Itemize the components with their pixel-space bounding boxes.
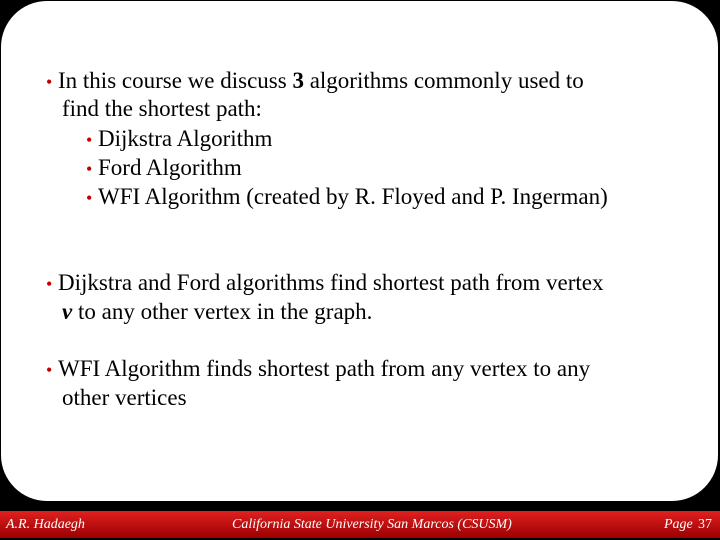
sub-item-label: Dijkstra Algorithm — [98, 126, 273, 151]
bullet-item-dijkstra-ford — [46, 269, 604, 298]
sub-item-wfi — [86, 183, 608, 212]
dijkstra-ford-text-line2 — [62, 298, 372, 326]
intro-text-pre: In this course we discuss — [58, 68, 293, 93]
intro-text-line2: find the shortest path: — [62, 96, 262, 121]
footer-page-number: 37 — [698, 517, 712, 532]
bullet-icon: • — [86, 188, 93, 208]
bullet-icon: • — [46, 274, 53, 294]
wfi-summary-text: WFI Algorithm finds shortest path from any vertex to any — [58, 356, 591, 381]
algorithm-count: 3 — [292, 68, 304, 93]
bullet-icon: • — [46, 72, 53, 92]
bullet-icon: • — [86, 159, 93, 179]
dijkstra-ford-text-rest: to any other vertex in the graph. — [72, 299, 373, 324]
intro-text-post: algorithms commonly used to — [303, 68, 584, 93]
sub-item-ford — [86, 154, 242, 183]
sub-item-dijkstra — [86, 125, 272, 154]
bullet-icon: • — [46, 360, 53, 380]
footer-author: A.R. Hadaegh — [6, 517, 85, 532]
bullet-icon: • — [86, 130, 93, 150]
sub-item-label: WFI Algorithm (created by R. Floyed and P. Ingerman) — [98, 184, 608, 209]
bullet-item-algorithms-intro — [46, 67, 584, 96]
dijkstra-ford-text: Dijkstra and Ford algorithms find shortest path from vertex — [58, 270, 604, 295]
wfi-summary-text-line2: other vertices — [62, 385, 187, 410]
footer-institution: California State University San Marcos (CSUSM) — [232, 517, 512, 532]
vertex-variable: v — [62, 299, 73, 324]
footer-page-label: Page — [664, 517, 693, 532]
sub-item-label: Ford Algorithm — [98, 155, 242, 180]
bullet-item-wfi-summary — [46, 355, 590, 384]
